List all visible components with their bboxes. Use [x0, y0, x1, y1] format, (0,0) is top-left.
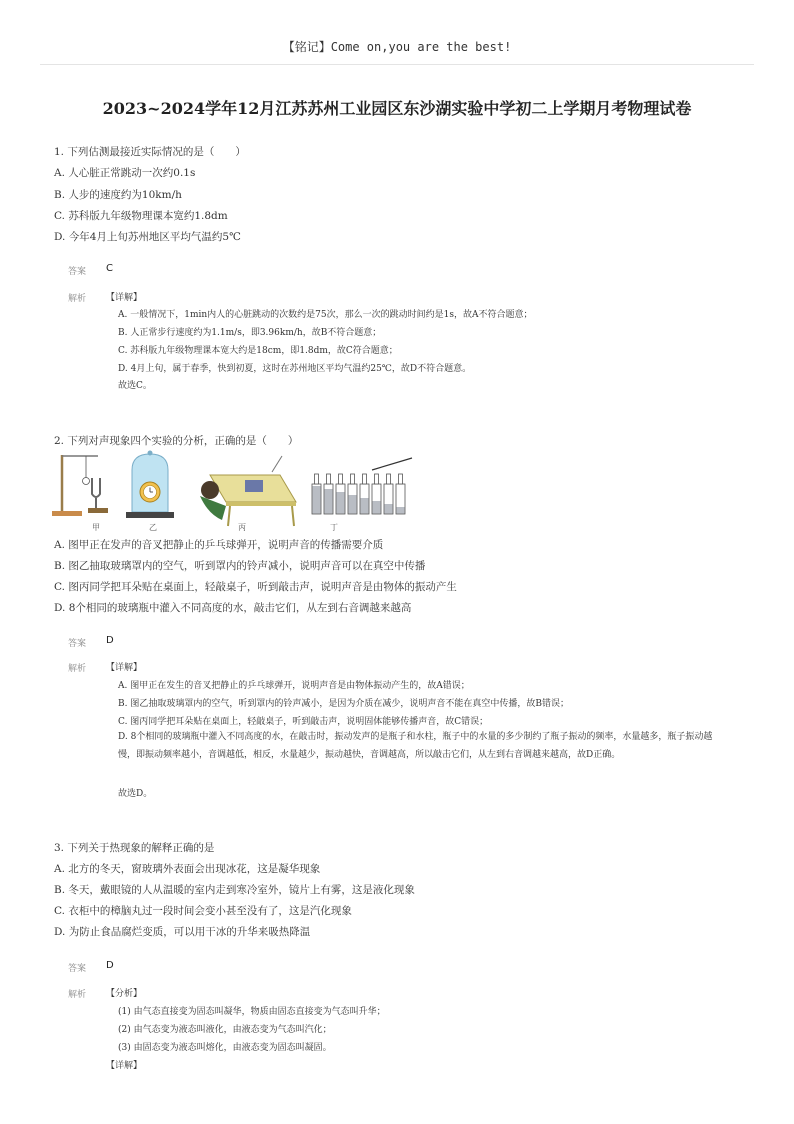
q1-explain-b: B. 人正常步行速度约为1.1m/s，即3.96km/h，故B不符合题意；	[118, 328, 382, 338]
q1-option-a: A. 人心脏正常跳动一次约0.1s	[54, 167, 196, 179]
q1-option-d: D. 今年4月上旬苏州地区平均气温约5℃	[54, 231, 241, 243]
q1-option-b: B. 人步的速度约为10km/h	[54, 189, 182, 201]
q3-stem: 3. 下列关于热现象的解释正确的是	[54, 842, 215, 854]
q3-option-d: D. 为防止食品腐烂变质，可以用干冰的升华来吸热降温	[54, 926, 311, 938]
header-note: 【铭记】Come on,you are the best!	[282, 40, 512, 54]
q3-option-c: C. 衣柜中的樟脑丸过一段时间会变小甚至没有了，这是汽化现象	[54, 905, 352, 917]
q1-explain-head: 【详解】	[106, 293, 143, 303]
sound-experiments-figure	[50, 450, 420, 535]
q1-explain-d: D. 4月上旬，属于春季，快到初夏，这时在苏州地区平均气温约25℃，故D不符合题意。	[118, 364, 472, 374]
q3-analysis-1: (1) 由气态直接变为固态叫凝华，物质由固态直接变为气态叫升华；	[118, 1007, 386, 1017]
q2-answer: D	[106, 635, 114, 646]
q1-stem: 1. 下列估测最接近实际情况的是（ ）	[54, 146, 246, 158]
q2-option-b: B. 图乙抽取玻璃罩内的空气，听到罩内的铃声减小，说明声音可以在真空中传播	[54, 560, 426, 572]
q2-conclusion: 故选D。	[118, 789, 153, 799]
q2-explain-c: C. 图丙同学把耳朵贴在桌面上，轻敲桌子，听到敲击声，说明固体能够传播声音，故C错误；	[118, 717, 489, 727]
q3-analysis-2: (2) 由气态变为液态叫液化，由液态变为气态叫汽化；	[118, 1025, 332, 1035]
q2-option-c: C. 图丙同学把耳朵贴在桌面上，轻敲桌子，听到敲击声，说明声音是由物体的振动产生	[54, 581, 457, 593]
caption-ding: 丁	[330, 523, 338, 532]
q1-option-c: C. 苏科版九年级物理课本宽约1.8dm	[54, 210, 228, 222]
bell-jar-apparatus	[126, 451, 174, 519]
q2-explain-b: B. 图乙抽取玻璃罩内的空气，听到罩内的铃声减小，是因为介质在减少，说明声音不能在真空中传播，故B错误；	[118, 699, 569, 709]
tuning-fork-apparatus	[52, 455, 108, 516]
q1-explain-a: A. 一般情况下，1min内人的心脏跳动的次数约是75次，那么一次的跳动时间约是1s，故A不符合题意；	[118, 310, 533, 320]
caption-jia: 甲	[92, 523, 100, 532]
q2-analysis-label: 解析	[68, 664, 87, 674]
q2-answer-label: 答案	[68, 639, 87, 649]
water-bottles-apparatus	[312, 458, 412, 514]
page-title: 2023~2024学年12月江苏苏州工业园区东沙湖实验中学初二上学期月考物理试卷	[102, 99, 692, 118]
q1-conclusion: 故选C。	[118, 381, 152, 391]
q3-answer-label: 答案	[68, 964, 87, 974]
caption-bing: 丙	[238, 523, 246, 532]
q3-analysis-head: 【分析】	[106, 989, 143, 999]
q3-option-b: B. 冬天，戴眼镜的人从温暖的室内走到寒冷室外，镜片上有雾，这是液化现象	[54, 884, 415, 896]
q3-option-a: A. 北方的冬天，窗玻璃外表面会出现冰花，这是凝华现象	[54, 863, 321, 875]
q2-option-d: D. 8个相同的玻璃瓶中灌入不同高度的水，敲击它们，从左到右音调越来越高	[54, 602, 412, 614]
q2-stem: 2. 下列对声现象四个实验的分析，正确的是（ ）	[54, 435, 299, 447]
q1-explain-c: C. 苏科版九年级物理课本宽大约是18cm，即1.8dm，故C符合题意；	[118, 346, 398, 356]
q2-explain-head: 【详解】	[106, 663, 143, 673]
q3-analysis-3: (3) 由固态变为液态叫熔化，由液态变为固态叫凝固。	[118, 1043, 332, 1053]
q3-answer: D	[106, 960, 114, 971]
q2-option-a: A. 图甲正在发声的音叉把静止的乒乓球弹开，说明声音的传播需要介质	[54, 539, 384, 551]
q3-analysis-label: 解析	[68, 990, 87, 1000]
q1-answer-label: 答案	[68, 267, 87, 277]
caption-yi: 乙	[149, 523, 157, 532]
q2-explain-d: D. 8个相同的玻璃瓶中灌入不同高度的水，在敲击时，振动发声的是瓶子和水柱，瓶子中的水量的多少制约了瓶子振动的频率，水量越多，瓶子振动越慢，即振动频率越小，音调越低，相反，水量越少，振动越快，音调越高，所以敲击它们，从左到右音调越来越高，故D正确。	[118, 732, 713, 760]
q2-explain-a: A. 图甲正在发生的音叉把静止的乒乓球弹开，说明声音是由物体振动产生的，故A错误；	[118, 681, 470, 691]
desk-student-apparatus	[200, 456, 296, 526]
header-divider	[40, 64, 754, 65]
q1-answer: C	[106, 263, 113, 274]
q3-explain-head: 【详解】	[106, 1061, 143, 1071]
q1-analysis-label: 解析	[68, 294, 87, 304]
